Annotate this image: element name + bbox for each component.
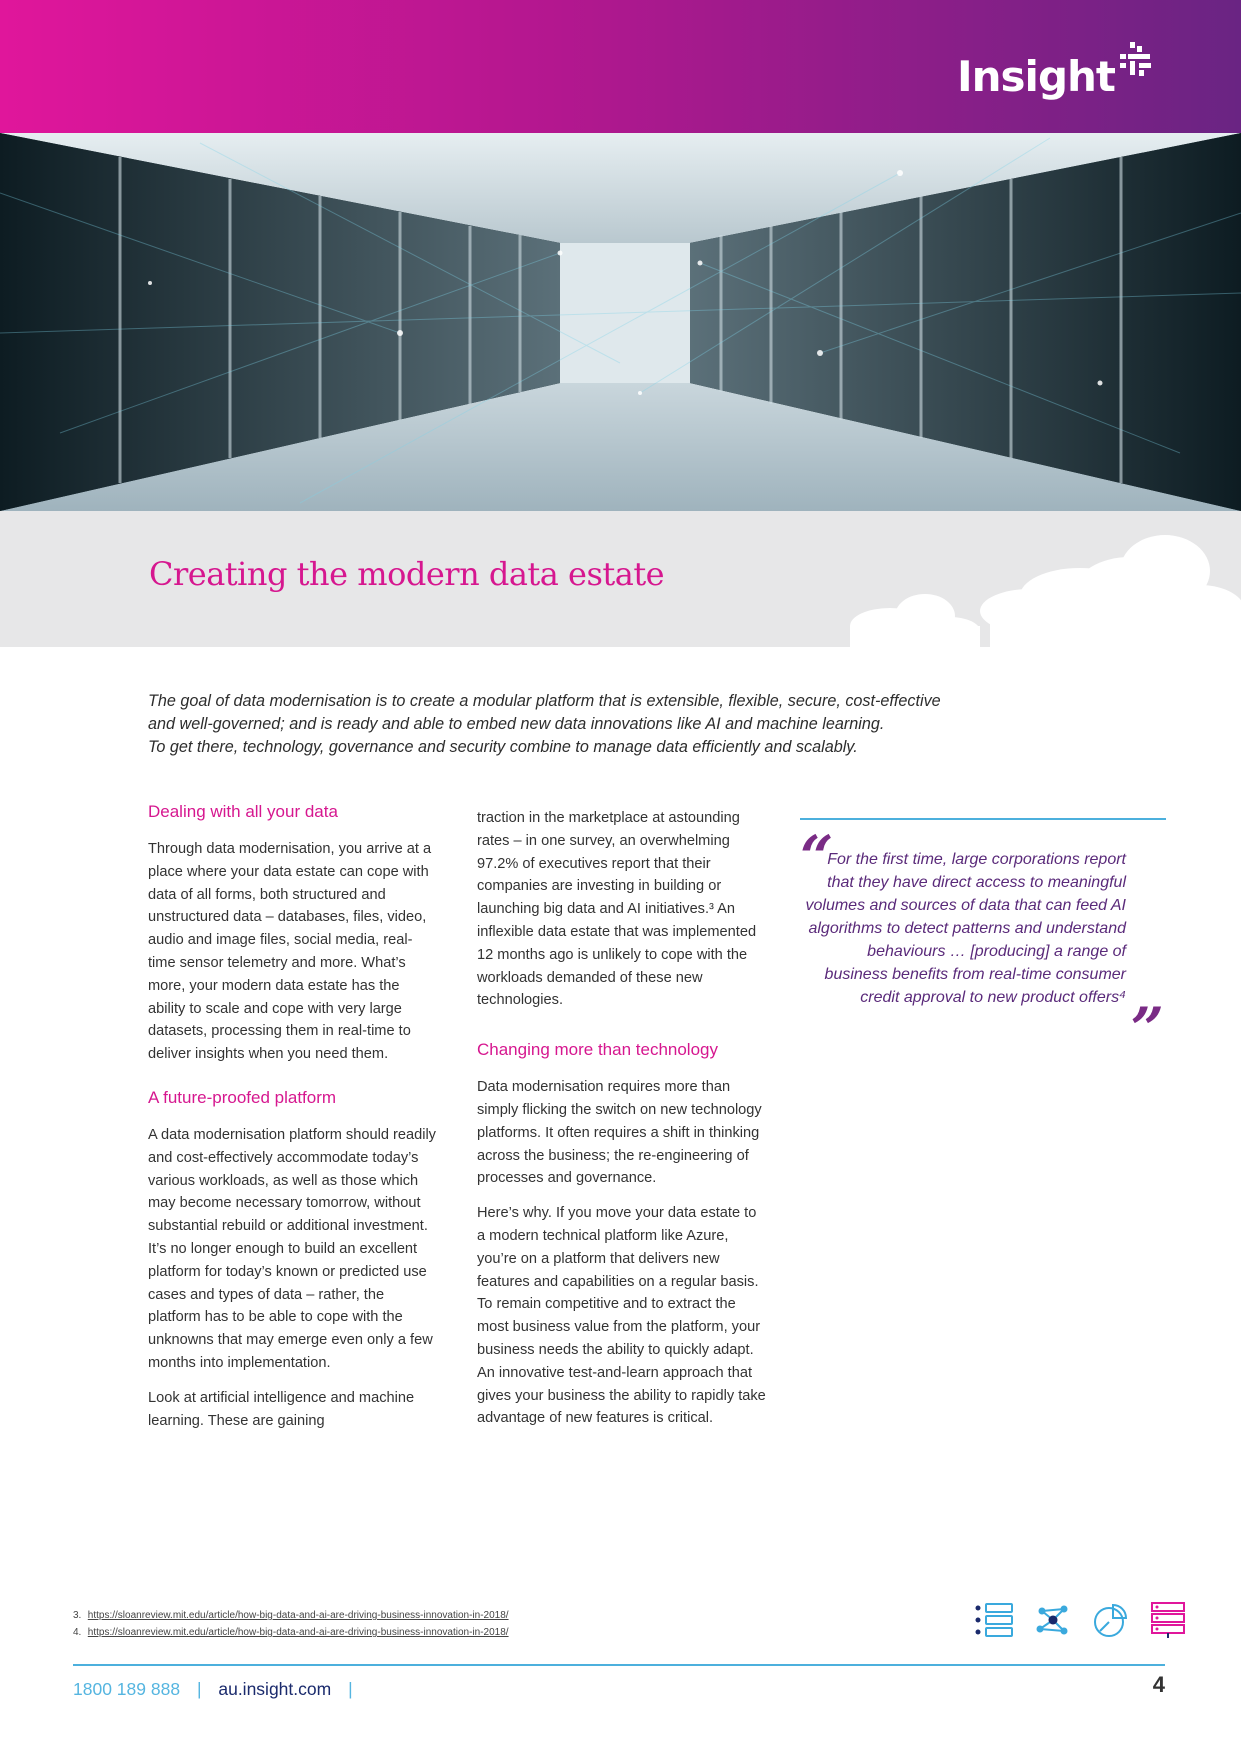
hero-image	[0, 133, 1241, 511]
page-number: 4	[1152, 1672, 1165, 1697]
logo-text: Insight	[957, 52, 1115, 101]
open-quote-icon: “	[800, 823, 834, 891]
body-paragraph: To remain competitive and to extract the most business value from the platform, your business needs the ability to quickly adapt. An innovative test-and-learn approach that gives your business the ability to rapidly take advantage of new features is critical.	[477, 1296, 766, 1427]
close-quote-icon: ”	[1130, 995, 1164, 1063]
network-nodes-icon	[1034, 1601, 1072, 1639]
intro-line: The goal of data modernisation is to create a modular platform that is extensible, flexible, secure, cost-effective	[148, 692, 941, 710]
quote-text: For the first time, large corporations report that they have direct access to meaningful volumes and sources of data that can feed AI algorithms to detect patterns and understand behaviours … [producing] a range of business benefits from real-time consumer credit approval to new product offers⁴	[805, 851, 1126, 1006]
heading-dealing-with-data: Dealing with all your data	[148, 802, 338, 821]
footnote-row	[73, 1607, 509, 1624]
footer-separator: |	[348, 1679, 353, 1699]
intro-line: and well-governed; and is ready and able to embed new data innovations like AI and machine learning.	[148, 715, 885, 733]
heading-future-proofed: A future-proofed platform	[148, 1087, 337, 1107]
title-band	[0, 511, 1241, 647]
column-middle	[477, 807, 767, 1442]
server-rack-icon	[1150, 1601, 1186, 1639]
body-paragraph: Look at artificial intelligence and machine learning. These are gaining	[148, 1389, 415, 1429]
logo-mark-icon	[1117, 42, 1153, 78]
page-title: Creating the modern data estate	[149, 555, 665, 593]
intro-line: To get there, technology, governance and security combine to manage data efficiently and scalably.	[148, 738, 858, 756]
feature-icons	[974, 1601, 1186, 1639]
database-list-icon	[974, 1601, 1014, 1639]
footer-phone[interactable]: 1800 189 888	[73, 1679, 181, 1699]
footnote-number: 4.	[73, 1627, 82, 1638]
column-left	[148, 800, 438, 1444]
body-paragraph: A data modernisation platform should readily and cost-effectively accommodate today’s various workloads, as well as those which may become necessary tomorrow, without substantial rebuild or additional investment. It’s no longer enough to build an excellent platform for today’s known or predicted use cases and types of data – rather, the platform has to be able to cope with the unknowns that may emerge even only a few months into implementation.	[148, 1126, 436, 1371]
footnote-row	[73, 1624, 509, 1641]
page-header	[0, 0, 1241, 133]
heading-changing-more: Changing more than technology	[477, 1040, 718, 1060]
footer-url[interactable]: au.insight.com	[218, 1679, 332, 1699]
cloud-icon	[830, 511, 1241, 647]
footer-divider	[73, 1664, 1165, 1666]
body-paragraph: Data modernisation requires more than simply flicking the switch on new technology platforms. It often requires a shift in thinking across the business; the re-engineering of processes and governance.	[477, 1079, 762, 1187]
footnote-number: 3.	[73, 1610, 82, 1621]
body-paragraph: traction in the marketplace at astounding rates – in one survey, an overwhelming 97.2% of executives report that their companies are investing in building or launching big data and AI initiatives.³ An inflexible data estate that was implemented 12 months ago is unlikely to cope with the workloads demanded of these new technologies.	[477, 810, 757, 1009]
body-paragraph: Here’s why. If you move your data estate to a modern technical platform like Azure, you’re on a platform that delivers new features and capabilities on a regular basis.	[477, 1205, 759, 1290]
footnote-link[interactable]: https://sloanreview.mit.edu/article/how-big-data-and-ai-are-driving-business-innovation-in-2018/	[87, 1627, 509, 1638]
insight-logo	[957, 52, 1153, 101]
footnotes	[73, 1607, 509, 1641]
pull-quote	[800, 818, 1166, 1063]
body-paragraph: Through data modernisation, you arrive at a place where your data estate can cope with data of all forms, both structured and unstructured data – databases, files, video, audio and image files, social media, real-time sensor telemetry and more. What’s more, your modern data estate has the ability to scale and cope with very large datasets, processing them in real-time to deliver insights when you need them.	[148, 841, 432, 1063]
pie-chart-icon	[1092, 1601, 1130, 1639]
data-center-corridor-image	[0, 133, 1241, 511]
page-footer	[73, 1676, 365, 1702]
intro-paragraph	[148, 690, 1048, 759]
footnote-link[interactable]: https://sloanreview.mit.edu/article/how-big-data-and-ai-are-driving-business-innovation-in-2018/	[87, 1610, 509, 1621]
footer-separator: |	[196, 1679, 202, 1699]
